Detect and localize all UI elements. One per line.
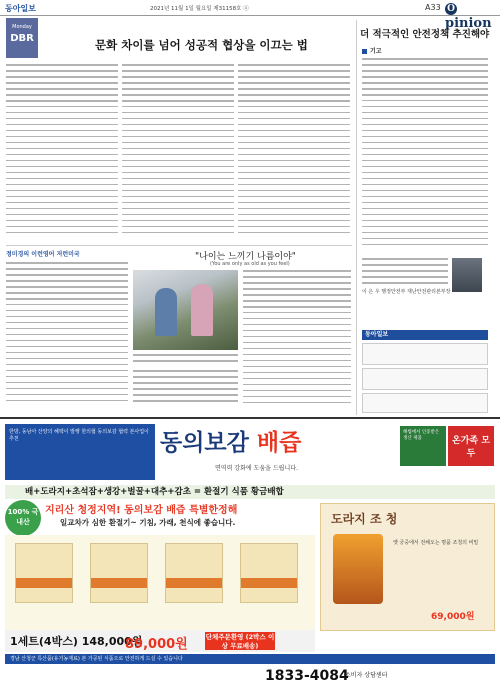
sidebar-ad-block-3[interactable] bbox=[362, 393, 488, 413]
main-article-col1 bbox=[6, 64, 118, 242]
author-photo bbox=[452, 258, 482, 292]
ad-brand-highlight: 배즙 bbox=[256, 429, 302, 456]
column-divider bbox=[356, 20, 357, 415]
ad-tagline: 일교차가 심한 환절기~ 기침, 가래, 천식에 좋습니다. bbox=[60, 518, 236, 527]
badge-label: DBR bbox=[10, 33, 34, 44]
ad-secondary-text: 옛 궁중에서 전해오는 명품 조청의 비밀 bbox=[393, 540, 479, 546]
contribution-label: 기고 bbox=[362, 46, 382, 55]
ad-secondary-price: 69,000원 bbox=[431, 612, 475, 622]
product-box bbox=[165, 543, 223, 603]
product-jar bbox=[333, 534, 383, 604]
section-title: Opinion bbox=[445, 3, 492, 31]
ad-cert-badge: 해썹에서 인증받은 생산 제품 bbox=[400, 426, 446, 466]
ad-product-boxes bbox=[5, 535, 315, 630]
ad-ingredients: 배+도라지+초석잠+생강+벌꿀+대추+감초 = 환절기 식품 황금배합 bbox=[5, 485, 495, 499]
ad-brand-sub: 면역력 강화에 도움을 드립니다. bbox=[215, 465, 298, 472]
column-col2 bbox=[133, 370, 238, 412]
issue-date: 2021년 11월 1일 월요일 제31158호 ⓐ bbox=[150, 6, 249, 12]
ad-family-badge: 온가족 모두 bbox=[448, 426, 494, 466]
column-col1 bbox=[6, 262, 128, 412]
ad-headline: 지리산 청정지역! 동의보감 배즙 특별한정해 bbox=[45, 505, 238, 516]
sidebar-ad-block-2[interactable] bbox=[362, 368, 488, 390]
newspaper-logo: 동아일보 bbox=[5, 4, 36, 13]
ad-intro-box: 한방, 동남아 산양의 혜택이 발행 한의협 동의보감 협력 본사업이 추천 bbox=[5, 424, 155, 480]
section-divider bbox=[6, 245, 352, 246]
photo-figure-left bbox=[155, 288, 177, 336]
column-photo bbox=[133, 270, 238, 350]
column-tag: 정미경의 이런영어 저런미국 bbox=[6, 251, 80, 258]
ad-price-original: 1세트(4박스) 148,000원 bbox=[10, 635, 143, 648]
ad-price-sale: 89,000원 bbox=[125, 637, 188, 652]
ad-domestic-badge: 100% 국내산 bbox=[5, 500, 41, 536]
right-article-title: 더 적극적인 안전정책 추진해야 bbox=[360, 29, 490, 40]
main-article-col2 bbox=[122, 64, 234, 242]
dbr-badge bbox=[6, 18, 38, 58]
sidebar-ad-block-1[interactable] bbox=[362, 343, 488, 365]
ad-secondary-product[interactable] bbox=[320, 503, 495, 631]
main-article-col3 bbox=[238, 64, 350, 242]
product-box bbox=[90, 543, 148, 603]
ad-footer: 경남 산청군 특산품(유기농재료) 본 가공된 식품으로 안전하게 드실 수 있습니다 bbox=[5, 654, 495, 664]
ad-phone-number[interactable]: 1833-4084 bbox=[265, 668, 349, 684]
ad-group-order: 단체주문환영 (2박스 이상 무료배송) bbox=[205, 633, 275, 650]
photo-caption bbox=[133, 354, 238, 368]
ad-brand: 동의보감 배즙 bbox=[160, 429, 302, 456]
product-box bbox=[15, 543, 73, 603]
opinion-circle-icon: O bbox=[445, 3, 457, 15]
right-article-body-2 bbox=[362, 258, 448, 286]
page-number: A33 bbox=[425, 3, 441, 12]
ad-phone-label: 소비자 상담센터 bbox=[345, 672, 388, 679]
badge-day: Monday bbox=[12, 24, 32, 30]
column-title: "나이는 느끼기 나름이야" bbox=[195, 252, 296, 262]
column-subtitle: (You are only as old as you feel) bbox=[210, 261, 290, 267]
ad-secondary-title: 도라지 조 청 bbox=[331, 512, 398, 526]
author-byline: 이 은 우 행정안전부 재난안전관리본부장 bbox=[362, 289, 451, 295]
product-box bbox=[240, 543, 298, 603]
right-article-body bbox=[362, 58, 488, 253]
main-article-title: 문화 차이를 넘어 성공적 협상을 이끄는 법 bbox=[95, 38, 308, 52]
sidebar-ad-header: 동아일보 bbox=[362, 330, 488, 340]
column-col3 bbox=[243, 270, 351, 412]
photo-figure-right bbox=[191, 284, 213, 336]
